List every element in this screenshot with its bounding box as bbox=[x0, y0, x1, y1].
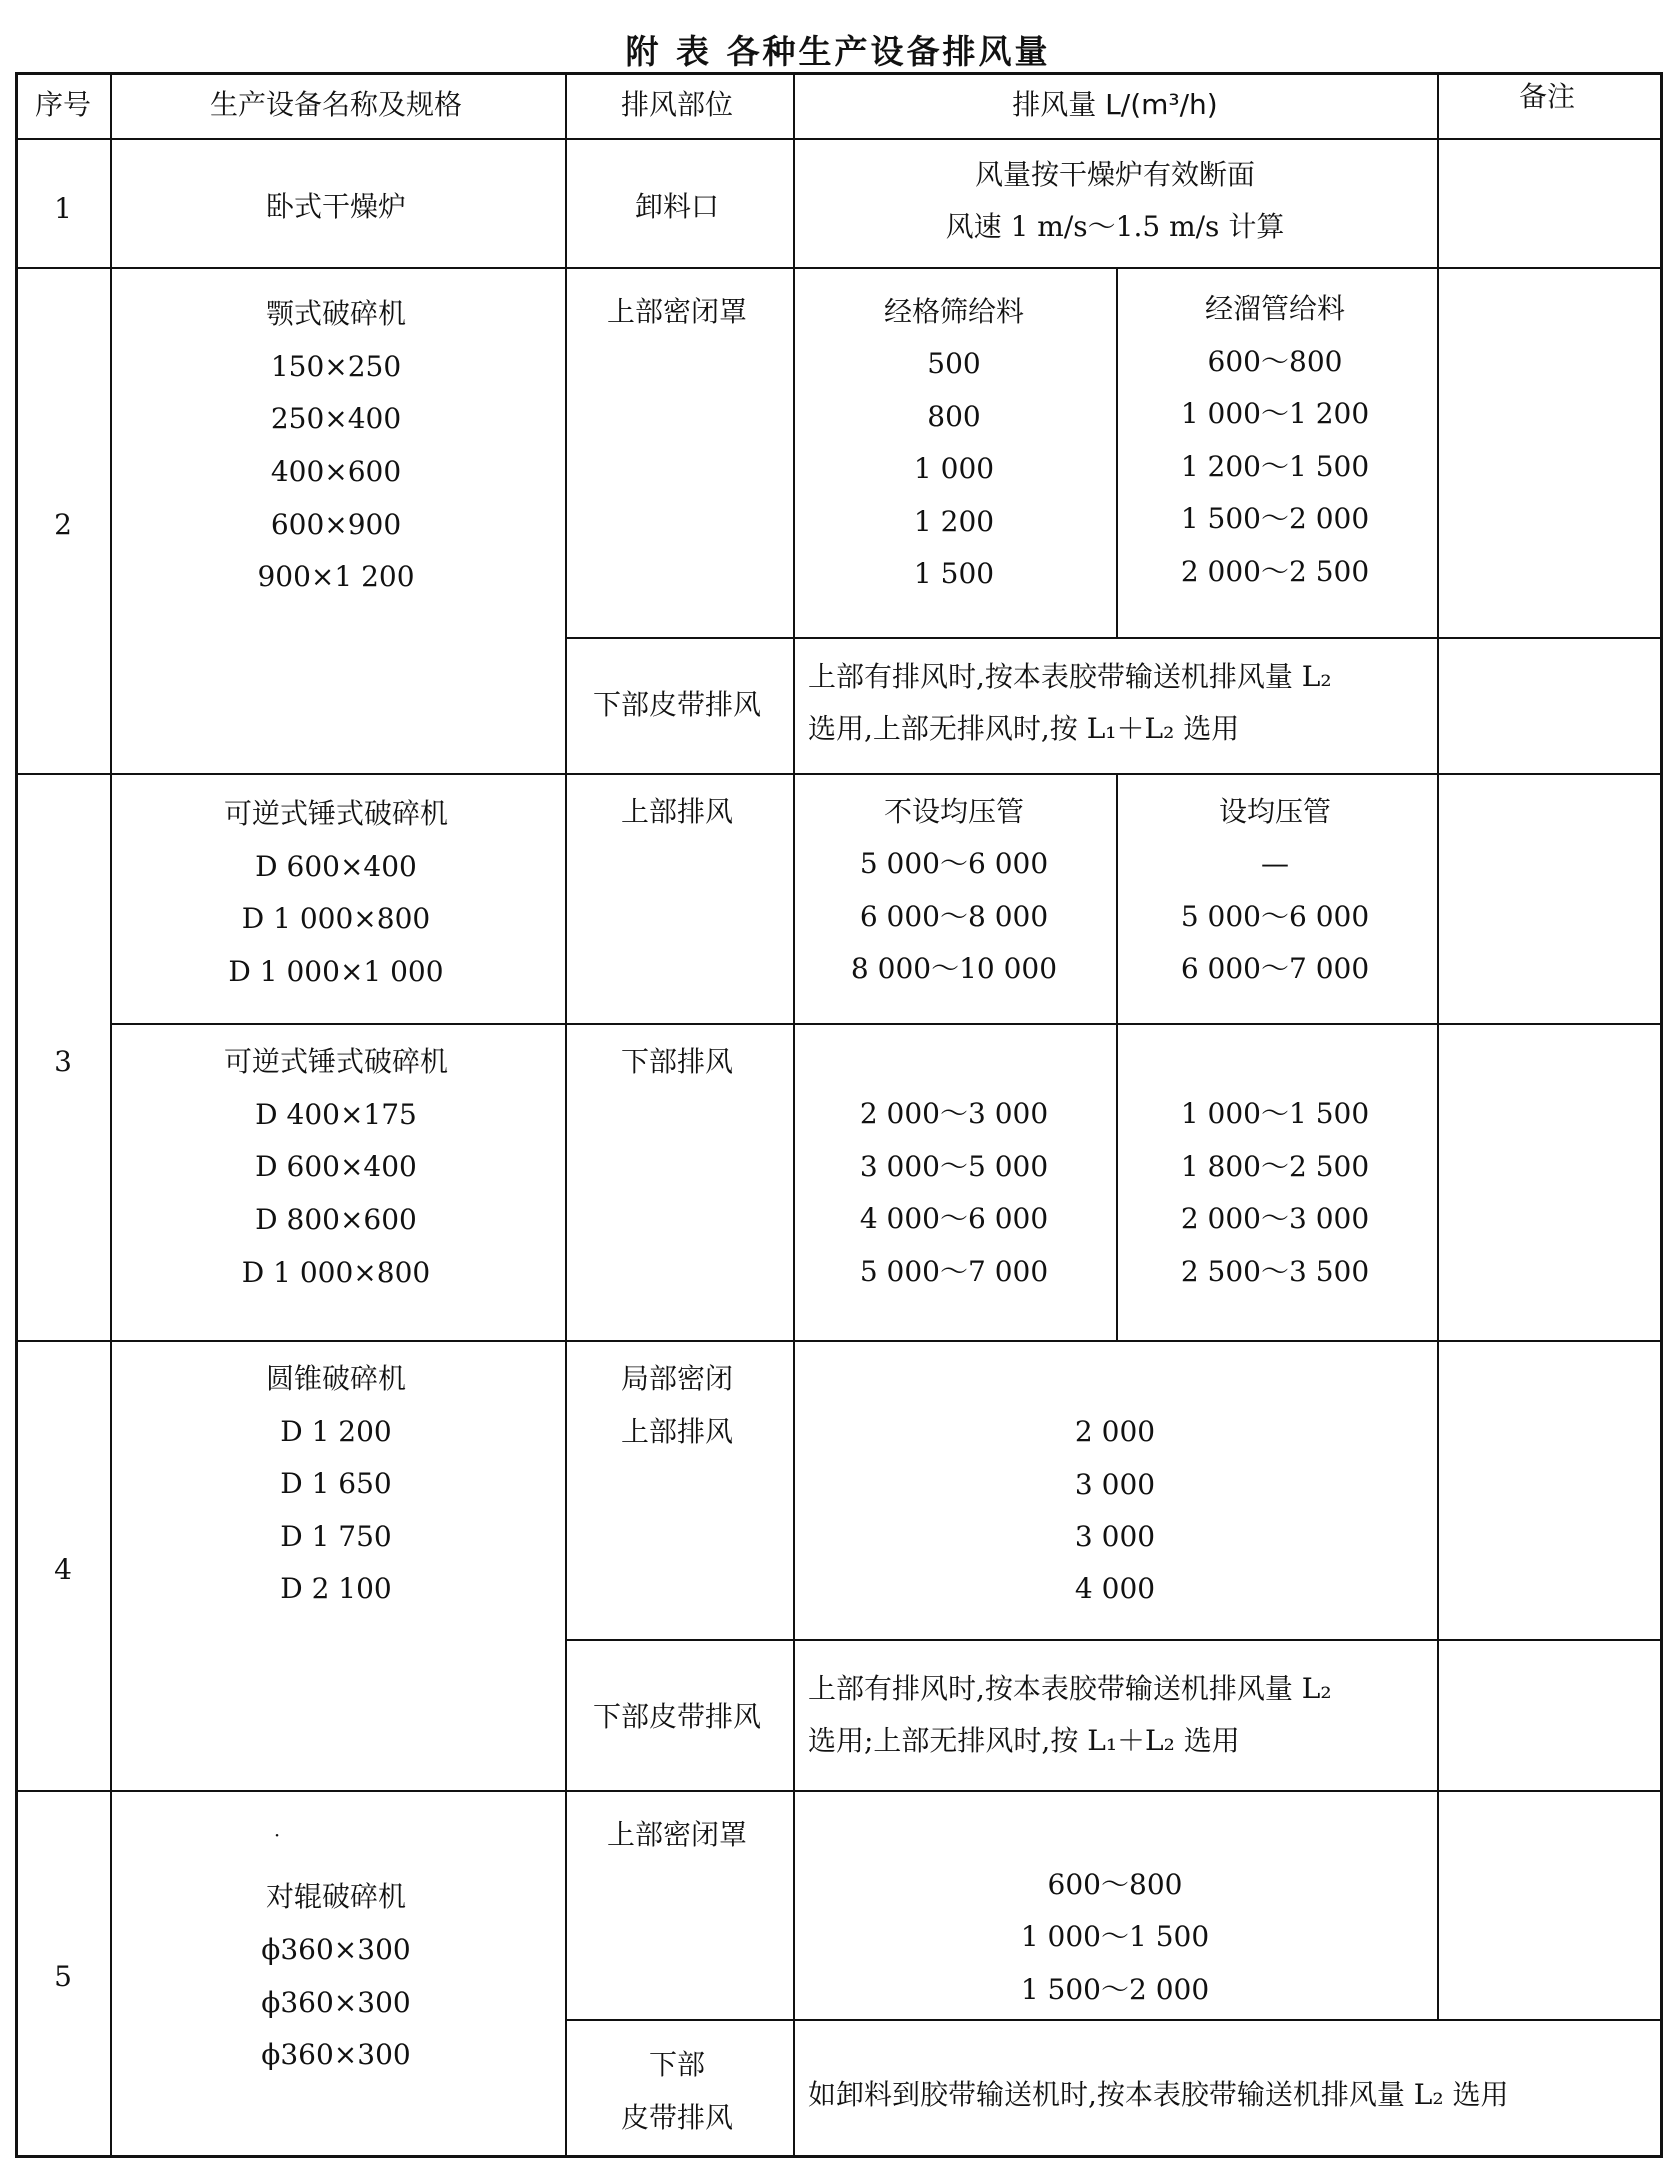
row3-col-a1-line: 6 000～8 000 bbox=[859, 900, 1049, 933]
row3-name-b-line: D 400×175 bbox=[255, 1098, 417, 1131]
row-divider bbox=[18, 138, 1663, 140]
row5-name-line: ϕ360×300 bbox=[261, 1933, 411, 1966]
row-divider bbox=[18, 267, 1663, 269]
row-divider bbox=[565, 1639, 1663, 1641]
row4-position-lower: 下部皮带排风 bbox=[592, 1700, 762, 1733]
row4-name-line: 圆锥破碎机 bbox=[265, 1362, 407, 1395]
row2-col-b-line: 600～800 bbox=[1207, 345, 1343, 378]
row3-col-a1-line: 不设均压管 bbox=[883, 795, 1025, 828]
row-divider bbox=[18, 1340, 1663, 1342]
row5-name-line: ϕ360×300 bbox=[261, 2038, 411, 2071]
row2-col-a-line: 1 500 bbox=[913, 557, 995, 590]
row2-col-b-line: 1 500～2 000 bbox=[1180, 502, 1370, 535]
row4-note-line: 上部有排风时,按本表胶带输送机排风量 L₂ bbox=[808, 1672, 1332, 1705]
row2-position-upper: 上部密闭罩 bbox=[606, 295, 748, 328]
row3-col-b2-line: 1 800～2 500 bbox=[1180, 1150, 1370, 1183]
row5-position-lower-line: 下部 bbox=[648, 2048, 706, 2081]
row5-no: 5 bbox=[54, 1960, 72, 1993]
row1-volume-line: 风量按干燥炉有效断面 bbox=[974, 158, 1256, 191]
row3-col-b1-line: — bbox=[1261, 847, 1289, 880]
row3-name-b-line: D 1 000×800 bbox=[241, 1256, 431, 1289]
row3-col-b1-line: 设均压管 bbox=[1218, 795, 1332, 828]
row2-name-line: 600×900 bbox=[270, 508, 402, 541]
row4-name-line: D 1 750 bbox=[280, 1520, 392, 1553]
row4-position-upper-line: 上部排风 bbox=[620, 1415, 734, 1448]
row2-note-line: 选用,上部无排风时,按 L₁＋L₂ 选用 bbox=[808, 712, 1240, 745]
row1-position: 卸料口 bbox=[634, 190, 720, 223]
row4-name-line: D 2 100 bbox=[280, 1572, 392, 1605]
header-position: 排风部位 bbox=[620, 88, 734, 121]
row4-no: 4 bbox=[54, 1553, 72, 1586]
row5-position-upper: 上部密闭罩 bbox=[606, 1818, 748, 1851]
row4-volume-line: 3 000 bbox=[1074, 1520, 1156, 1553]
header-no: 序号 bbox=[34, 88, 92, 121]
row2-position-lower: 下部皮带排风 bbox=[592, 688, 762, 721]
row2-no: 2 bbox=[54, 508, 72, 541]
row4-note-line: 选用;上部无排风时,按 L₁＋L₂ 选用 bbox=[808, 1724, 1240, 1757]
row4-name-line: D 1 200 bbox=[280, 1415, 392, 1448]
row4-volume-line: 3 000 bbox=[1074, 1468, 1156, 1501]
row4-name-line: D 1 650 bbox=[280, 1467, 392, 1500]
row-divider bbox=[565, 2019, 1663, 2021]
row-divider bbox=[18, 1790, 1663, 1792]
column-divider bbox=[1116, 773, 1118, 1340]
row3-col-a1-line: 8 000～10 000 bbox=[850, 952, 1058, 985]
column-divider bbox=[565, 75, 567, 2158]
row5-volume-line: 1 500～2 000 bbox=[1020, 1973, 1210, 2006]
row3-position-a: 上部排风 bbox=[620, 795, 734, 828]
header-volume: 排风量 L/(m³/h) bbox=[1012, 88, 1218, 121]
column-divider bbox=[110, 75, 112, 2158]
row5-name-line: · bbox=[273, 1823, 281, 1847]
row2-col-a-line: 1 000 bbox=[913, 452, 995, 485]
row2-col-a-line: 经格筛给料 bbox=[883, 295, 1025, 328]
row5-name-line: ϕ360×300 bbox=[261, 1986, 411, 2019]
row3-col-a2-line: 4 000～6 000 bbox=[859, 1202, 1049, 1235]
row3-col-b2-line: 2 000～3 000 bbox=[1180, 1202, 1370, 1235]
header-name: 生产设备名称及规格 bbox=[209, 88, 463, 121]
row5-volume-line: 1 000～1 500 bbox=[1020, 1920, 1210, 1953]
row2-col-a-line: 500 bbox=[927, 347, 981, 380]
row3-name-a-line: D 1 000×1 000 bbox=[228, 955, 444, 988]
row3-col-a2-line: 3 000～5 000 bbox=[859, 1150, 1049, 1183]
row-divider bbox=[18, 773, 1663, 775]
row1-volume-line: 风速 1 m/s～1.5 m/s 计算 bbox=[945, 210, 1285, 243]
row3-col-b1-line: 5 000～6 000 bbox=[1180, 900, 1370, 933]
row3-col-b2-line: 1 000～1 500 bbox=[1180, 1097, 1370, 1130]
header-remark: 备注 bbox=[1518, 80, 1576, 113]
row4-position-upper-line: 局部密闭 bbox=[620, 1362, 734, 1395]
row3-name-a-line: D 600×400 bbox=[255, 850, 417, 883]
row2-col-a-line: 1 200 bbox=[913, 505, 995, 538]
row4-volume-line: 2 000 bbox=[1074, 1415, 1156, 1448]
column-divider bbox=[1437, 75, 1439, 2019]
row3-col-a2-line: 5 000～7 000 bbox=[859, 1255, 1049, 1288]
row3-col-a2-line: 2 000～3 000 bbox=[859, 1097, 1049, 1130]
row3-name-a-line: 可逆式锤式破碎机 bbox=[223, 797, 449, 830]
column-divider bbox=[1116, 267, 1118, 637]
row2-note-line: 上部有排风时,按本表胶带输送机排风量 L₂ bbox=[808, 660, 1332, 693]
row5-volume-line: 600～800 bbox=[1047, 1868, 1183, 1901]
row2-col-a-line: 800 bbox=[927, 400, 981, 433]
row2-name-line: 颚式破碎机 bbox=[265, 297, 407, 330]
row3-col-b1-line: 6 000～7 000 bbox=[1180, 952, 1370, 985]
row-divider bbox=[565, 637, 1663, 639]
row2-name-line: 150×250 bbox=[270, 350, 402, 383]
column-divider bbox=[793, 75, 795, 2158]
row3-position-b: 下部排风 bbox=[620, 1045, 734, 1078]
row3-col-b2-line: 2 500～3 500 bbox=[1180, 1255, 1370, 1288]
row3-name-b-line: 可逆式锤式破碎机 bbox=[223, 1045, 449, 1078]
row3-name-b-line: D 600×400 bbox=[255, 1150, 417, 1183]
row5-note: 如卸料到胶带输送机时,按本表胶带输送机排风量 L₂ 选用 bbox=[808, 2078, 1509, 2111]
row1-no: 1 bbox=[54, 192, 72, 225]
row2-col-b-line: 经溜管给料 bbox=[1204, 292, 1346, 325]
row5-name-line: 对辊破碎机 bbox=[265, 1880, 407, 1913]
page-title: 附 表 各种生产设备排风量 bbox=[625, 32, 1051, 72]
row2-name-line: 400×600 bbox=[270, 455, 402, 488]
row3-col-a1-line: 5 000～6 000 bbox=[859, 847, 1049, 880]
row1-name: 卧式干燥炉 bbox=[265, 190, 407, 223]
row5-position-lower-line: 皮带排风 bbox=[620, 2101, 734, 2134]
row-divider bbox=[110, 1023, 1663, 1025]
row2-col-b-line: 1 200～1 500 bbox=[1180, 450, 1370, 483]
row2-name-line: 900×1 200 bbox=[257, 560, 415, 593]
row3-name-b-line: D 800×600 bbox=[255, 1203, 417, 1236]
row2-name-line: 250×400 bbox=[270, 402, 402, 435]
row3-no: 3 bbox=[54, 1045, 72, 1078]
row2-col-b-line: 2 000～2 500 bbox=[1180, 555, 1370, 588]
row2-col-b-line: 1 000～1 200 bbox=[1180, 397, 1370, 430]
row4-volume-line: 4 000 bbox=[1074, 1572, 1156, 1605]
row3-name-a-line: D 1 000×800 bbox=[241, 902, 431, 935]
